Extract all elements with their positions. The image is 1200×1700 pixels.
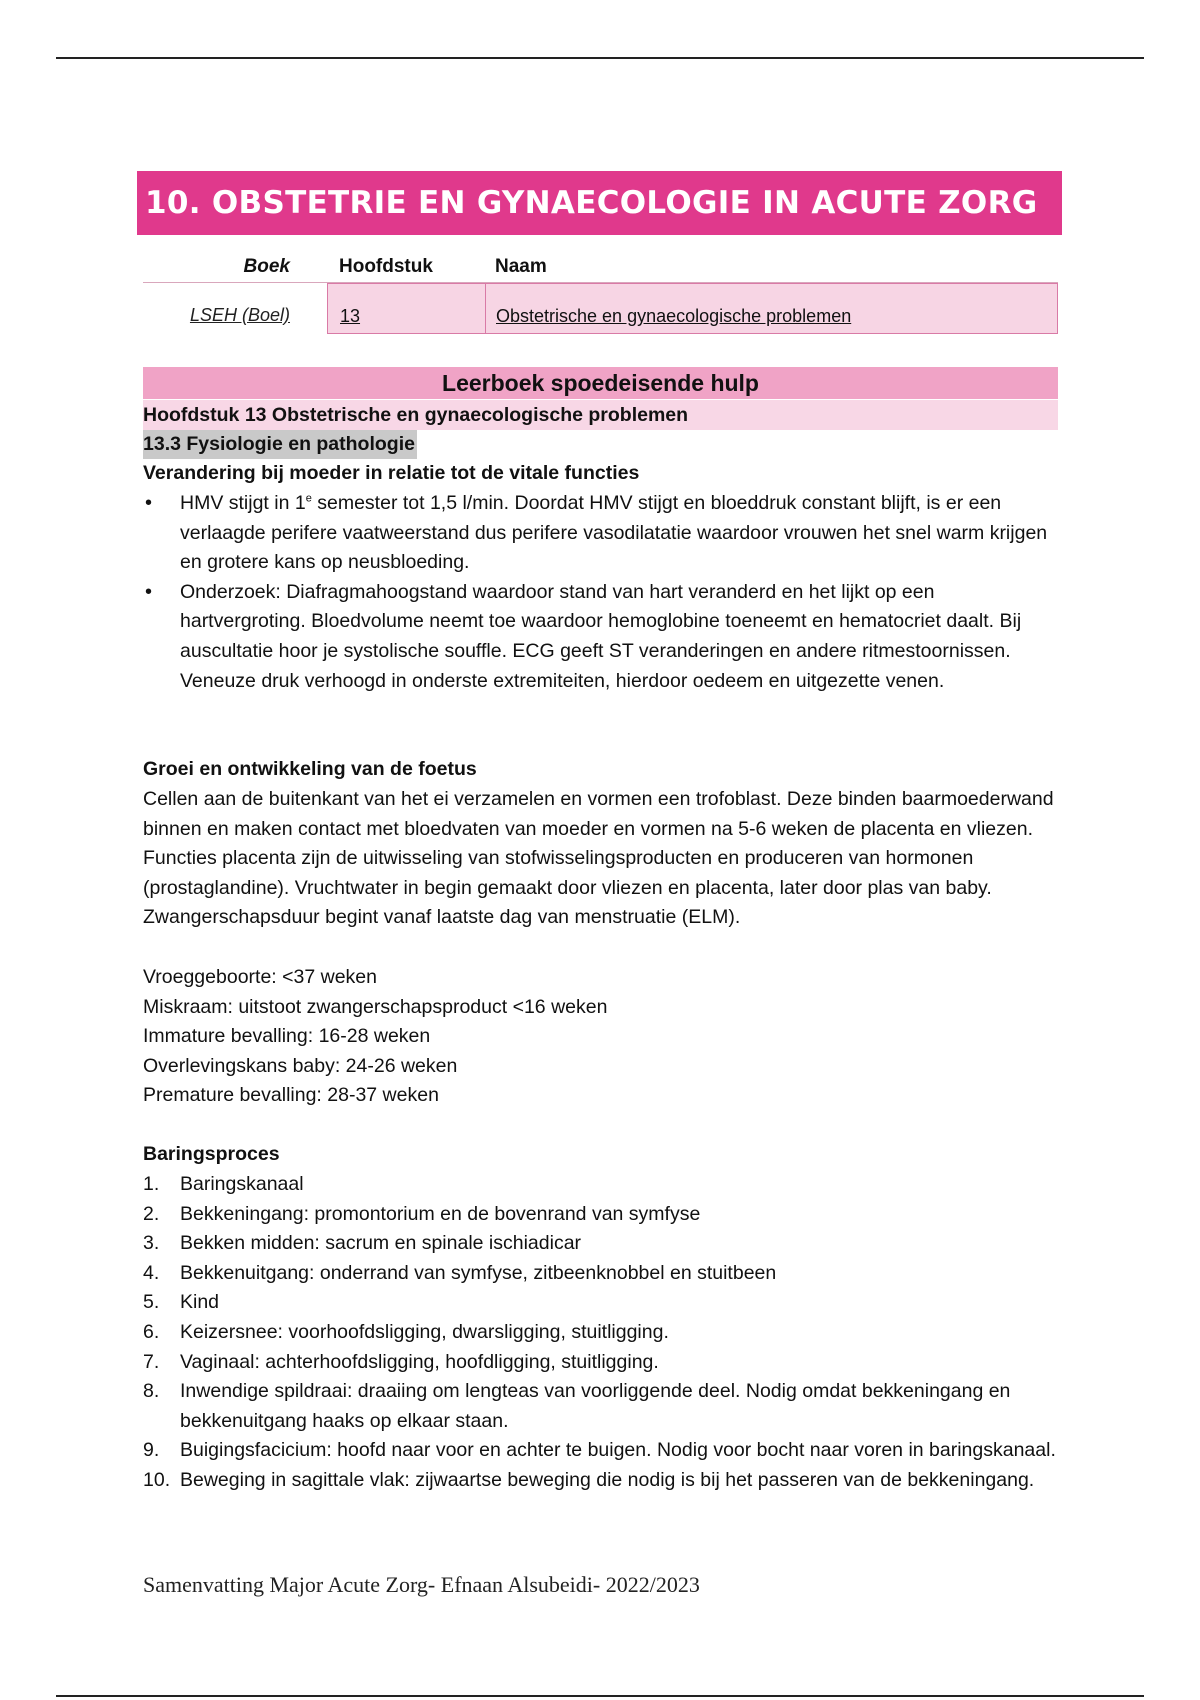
cell-hoofdstuk xyxy=(327,283,487,334)
foetus-line-4: Overlevingskans baby: 24-26 weken xyxy=(143,1055,458,1077)
list-number: 4. xyxy=(143,1261,160,1284)
baring-heading: Baringsproces xyxy=(143,1143,280,1165)
section-title: 13.3 Fysiologie en pathologie xyxy=(143,430,417,459)
list-item xyxy=(143,1259,1058,1289)
list-number: 2. xyxy=(143,1202,160,1225)
list-number: 3. xyxy=(143,1232,160,1255)
baring-list xyxy=(143,1170,1058,1496)
list-item xyxy=(143,1200,1058,1230)
bullet1-post: semester tot 1,5 l/min. Doordat HMV stijgt en bloeddruk constant blijft, is er een verlaagde perifere vaatweerstand dus perifere vasodilatatie waardoor vrouwen het snel warm krijgen en grotere kans op neusbloeding. xyxy=(180,492,1048,574)
list-item xyxy=(143,1466,1058,1496)
cell-boek: LSEH (Boel) xyxy=(189,305,290,325)
header-boek: Boek xyxy=(243,256,290,277)
list-item xyxy=(143,1229,1058,1259)
page-title: 10. OBSTETRIE EN GYNAECOLOGIE IN ACUTE ZORG xyxy=(137,171,1062,235)
list-text: Kind xyxy=(180,1291,220,1314)
cell-naam-value: Obstetrische en gynaecologische problemen xyxy=(496,306,852,326)
list-text: Beweging in sagittale vlak: zijwaartse beweging die nodig is bij het passeren van de bekkeningang. xyxy=(180,1468,1035,1491)
list-text: Vaginaal: achterhoofdsligging, hoofdligging, stuitligging. xyxy=(180,1350,659,1373)
list-number: 6. xyxy=(143,1320,160,1343)
list-item xyxy=(143,1170,1058,1200)
foetus-paragraph: Cellen aan de buitenkant van het ei verzamelen en vormen een trofoblast. Deze binden baarmoederwand binnen en maken contact met bloedvaten van moeder en vormen na 5-6 weken de placenta en vliezen. Functies placenta zijn de uitwisseling van stofwisselingsproducten en produceren van hormonen (prostaglandine). Vruchtwater in begin gemaakt door vliezen en placenta, later door plas van baby. Zwangerschapsduur begint vanaf laatste dag van menstruatie (ELM). xyxy=(143,788,1054,929)
list-text: Buigingsfacicium: hoofd naar voor en achter te buigen. Nodig voor bocht naar voren in baringskanaal. xyxy=(180,1439,1056,1462)
list-text: Bekken midden: sacrum en spinale ischiadicar xyxy=(180,1232,582,1255)
list-item xyxy=(143,1436,1058,1466)
top-rule xyxy=(56,57,1144,59)
list-number: 10. xyxy=(143,1468,171,1491)
header-naam: Naam xyxy=(495,256,547,277)
bullet-icon: • xyxy=(145,580,153,603)
header-hoofdstuk: Hoofdstuk xyxy=(339,256,433,277)
foetus-line-2: Miskraam: uitstoot zwangerschapsproduct <16 weken xyxy=(143,996,608,1018)
foetus-line-3: Immature bevalling: 16-28 weken xyxy=(143,1025,431,1047)
list-text: Bekkeningang: promontorium en de bovenrand van symfyse xyxy=(180,1202,701,1225)
foetus-line-1: Vroeggeboorte: <37 weken xyxy=(143,966,377,988)
list-text: Bekkenuitgang: onderrand van symfyse, zitbeenknobbel en stuitbeen xyxy=(180,1261,777,1284)
list-number: 7. xyxy=(143,1350,160,1373)
list-text: Keizersnee: voorhoofdsligging, dwarsligging, stuitligging. xyxy=(180,1320,669,1343)
list-number: 1. xyxy=(143,1173,160,1195)
bullet1-sup: e xyxy=(305,492,312,505)
list-item xyxy=(143,1318,1058,1348)
list-item xyxy=(143,489,1058,578)
bullet1-pre: HMV stijgt in 1 xyxy=(180,492,306,514)
list-number: 9. xyxy=(143,1439,160,1462)
vital-heading: Verandering bij moeder in relatie tot de vitale functies xyxy=(143,462,640,484)
reference-table-header xyxy=(143,254,1058,282)
list-item xyxy=(143,1288,1058,1318)
bottom-rule xyxy=(56,1695,1144,1697)
vital-bullet-list xyxy=(143,489,1058,696)
foetus-line-5: Premature bevalling: 28-37 weken xyxy=(143,1084,439,1106)
list-item xyxy=(143,578,1058,696)
list-number: 8. xyxy=(143,1380,160,1403)
chapter-title: Hoofdstuk 13 Obstetrische en gynaecologische problemen xyxy=(143,400,1058,430)
list-number: 5. xyxy=(143,1291,160,1314)
bullet-icon: • xyxy=(145,492,153,514)
book-title: Leerboek spoedeisende hulp xyxy=(143,367,1058,399)
page-footer: Samenvatting Major Acute Zorg- Efnaan Alsubeidi- 2022/2023 xyxy=(143,1572,700,1597)
list-text: Baringskanaal xyxy=(180,1173,304,1195)
cell-naam xyxy=(485,283,1058,334)
reference-table xyxy=(143,254,1058,326)
list-item xyxy=(143,1348,1058,1378)
foetus-heading: Groei en ontwikkeling van de foetus xyxy=(143,758,477,780)
cell-hoofdstuk-value: 13 xyxy=(340,306,361,326)
table-row xyxy=(143,282,1058,335)
list-item xyxy=(143,1377,1058,1436)
bullet2-text: Onderzoek: Diafragmahoogstand waardoor stand van hart veranderd en het lijkt op een hartvergroting. Bloedvolume neemt toe waardoor hemoglobine toeneemt en hematocriet daalt. Bij auscultatie hoor je systolische souffle. ECG geeft ST veranderingen en andere ritmestoornissen. Veneuze druk verhoogd in onderste extremiteiten, hierdoor oedeem en uitgezette venen. xyxy=(180,580,1022,692)
list-text: Inwendige spildraai: draaiing om lengteas van voorliggende deel. Nodig omdat bekkeningang en bekkenuitgang haaks op elkaar staan. xyxy=(180,1380,1011,1432)
